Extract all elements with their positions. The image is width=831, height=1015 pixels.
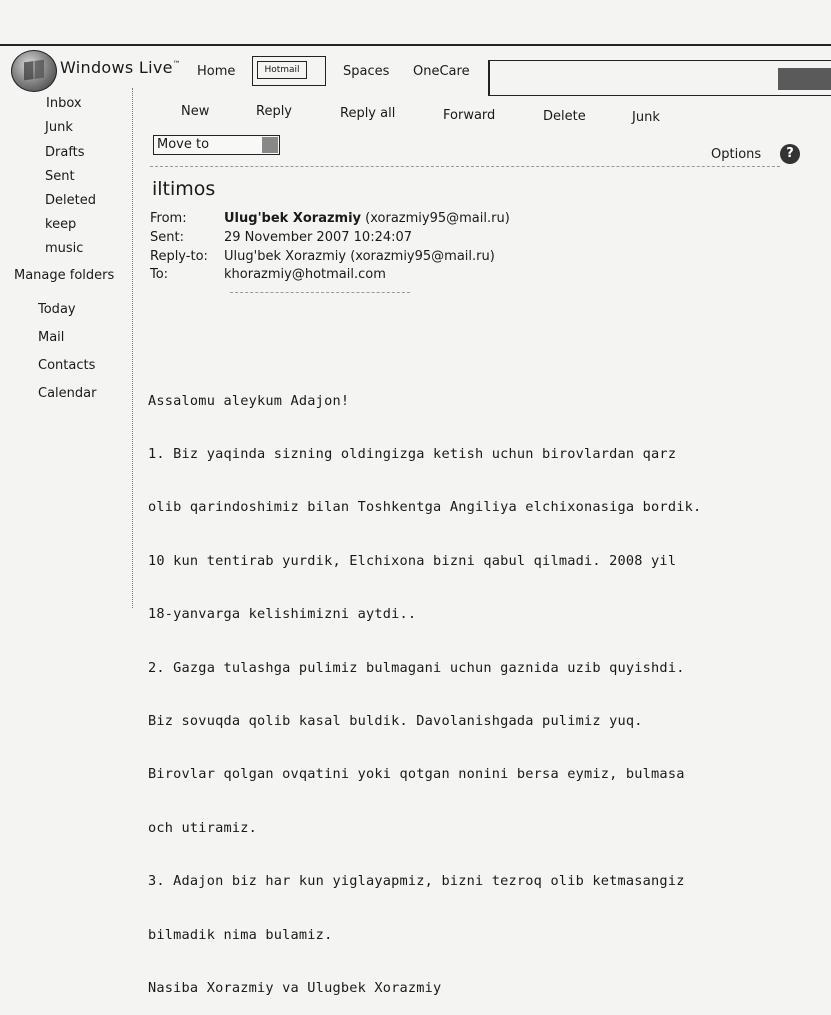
search-button[interactable]: [778, 68, 831, 90]
body-line: 18-yanvarga kelishimizni aytdi..: [148, 606, 417, 623]
from-label: From:: [150, 211, 187, 226]
folder-deleted[interactable]: Deleted: [45, 193, 96, 208]
help-icon[interactable]: ?: [780, 144, 800, 164]
nav-hotmail[interactable]: [252, 56, 326, 86]
body-line: Birovlar qolgan ovqatini yoki qotgan nonini bersa eymiz, bulmasa: [148, 766, 685, 783]
reply-button[interactable]: Reply: [256, 104, 293, 119]
body-line: 2. Gazga tulashga pulimiz bulmagani uchun gaznida uzib quyishdi.: [148, 659, 685, 676]
folder-junk[interactable]: Junk: [45, 120, 73, 135]
body-line: Nasiba Xorazmiy va Ulugbek Xorazmiy: [148, 979, 442, 996]
body-line: Biz sovuqda qolib kasal buldik. Davolanishgada pulimiz yuq.: [148, 712, 643, 729]
nav-home[interactable]: Home: [197, 64, 236, 79]
folder-music[interactable]: music: [45, 241, 84, 256]
sender-name[interactable]: Ulug'bek Xorazmiy: [224, 211, 362, 226]
reply-all-button[interactable]: Reply all: [340, 106, 396, 121]
from-value: [224, 211, 510, 226]
sent-label: Sent:: [150, 230, 184, 245]
brand-title: Windows Live™: [60, 58, 182, 77]
body-line: 3. Adajon biz har kun yiglayapmiz, bizni tezroq olib ketmasangiz: [148, 873, 685, 890]
sent-value: 29 November 2007 10:24:07: [224, 230, 413, 245]
sidebar-link-mail[interactable]: Mail: [38, 330, 65, 345]
new-button[interactable]: New: [181, 104, 210, 119]
header-divider: [230, 292, 410, 293]
replyto-value: Ulug'bek Xorazmiy (xorazmiy95@mail.ru): [224, 249, 495, 264]
junk-button[interactable]: Junk: [632, 110, 660, 125]
nav-onecare[interactable]: OneCare: [413, 64, 470, 79]
manage-folders-link[interactable]: Manage folders: [14, 268, 115, 283]
message-body: [148, 357, 701, 1015]
body-line: 10 kun tentirab yurdik, Elchixona bizni qabul qilmadi. 2008 yil: [148, 552, 677, 569]
header-rule: [0, 44, 831, 46]
delete-button[interactable]: Delete: [543, 109, 586, 124]
folder-inbox[interactable]: Inbox: [46, 96, 82, 111]
to-value: khorazmiy@hotmail.com: [224, 267, 386, 282]
move-to-label: Move to: [157, 137, 210, 152]
body-line: bilmadik nima bulamiz.: [148, 926, 333, 943]
sidebar-link-contacts[interactable]: Contacts: [38, 358, 96, 373]
nav-hotmail-label: Hotmail: [257, 61, 307, 79]
dropdown-arrow-icon: [262, 137, 278, 153]
toolbar-divider: [150, 166, 780, 167]
nav-spaces[interactable]: Spaces: [343, 64, 390, 79]
sidebar-link-today[interactable]: Today: [38, 302, 76, 317]
body-line: 1. Biz yaqinda sizning oldingizga ketish uchun birovlardan qarz: [148, 445, 677, 462]
body-line: Assalomu aleykum Adajon!: [148, 392, 350, 409]
sidebar-link-calendar[interactable]: Calendar: [38, 386, 97, 401]
sidebar-divider: [132, 88, 133, 608]
body-line: och utiramiz.: [148, 819, 257, 836]
folder-sent[interactable]: Sent: [45, 169, 75, 184]
options-link[interactable]: Options: [711, 147, 762, 162]
move-to-select[interactable]: [153, 135, 280, 155]
forward-button[interactable]: Forward: [443, 108, 496, 123]
message-subject: iltimos: [152, 178, 216, 200]
replyto-label: Reply-to:: [150, 249, 208, 264]
body-line: olib qarindoshimiz bilan Toshkentga Angiliya elchixonasiga bordik.: [148, 499, 702, 516]
folder-keep[interactable]: keep: [45, 217, 77, 232]
windows-live-logo-icon[interactable]: [11, 50, 57, 92]
to-label: To:: [150, 267, 169, 282]
folder-drafts[interactable]: Drafts: [45, 145, 85, 160]
sender-address: (xorazmiy95@mail.ru): [365, 211, 510, 226]
